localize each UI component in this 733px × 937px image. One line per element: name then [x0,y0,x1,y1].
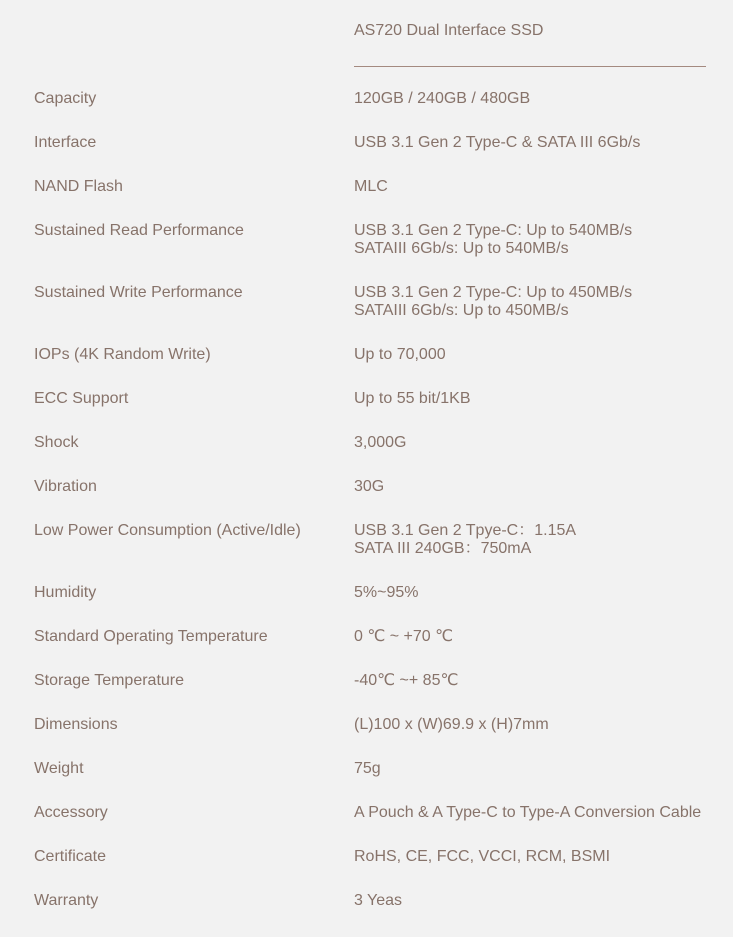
spec-value [354,848,724,866]
spec-label: Sustained Read Performance [34,222,244,239]
spec-label: ECC Support [34,390,129,407]
spec-value-line: USB 3.1 Gen 2 Type-C: Up to 450MB/s [354,284,633,301]
spec-label: Interface [34,134,97,151]
spec-value-line: 120GB / 240GB / 480GB [354,90,531,107]
spec-value [354,892,724,910]
spec-label: Standard Operating Temperature [34,628,268,645]
spec-label: Warranty [34,892,99,909]
spec-label: Sustained Write Performance [34,284,243,301]
spec-value-line: -40℃ ~+ 85℃ [354,672,459,689]
spec-label: Storage Temperature [34,672,185,689]
spec-label: Dimensions [34,716,118,733]
spec-label: Vibration [34,478,97,495]
spec-value-line: Up to 55 bit/1KB [354,390,471,407]
spec-label: Accessory [34,804,108,821]
spec-label: Low Power Consumption (Active/Idle) [34,522,301,539]
spec-value [354,628,724,646]
spec-value-line: 3,000G [354,434,407,451]
spec-value-line: 0 ℃ ~ +70 ℃ [354,628,454,645]
spec-value [354,346,724,364]
spec-value [354,760,724,778]
spec-value-line: A Pouch & A Type-C to Type-A Conversion Cable [354,804,702,821]
spec-value [354,522,724,558]
spec-label: Humidity [34,584,97,601]
spec-value-line: USB 3.1 Gen 2 Type-C & SATA III 6Gb/s [354,134,641,151]
spec-value-line: 3 Yeas [354,892,403,909]
spec-value [354,134,724,152]
spec-header [354,21,706,41]
spec-label: NAND Flash [34,178,123,195]
spec-value [354,584,724,602]
spec-value [354,284,724,320]
spec-label: Certificate [34,848,107,865]
spec-value-line: Up to 70,000 [354,346,446,363]
spec-label: IOPs (4K Random Write) [34,346,211,363]
spec-value-line: USB 3.1 Gen 2 Type-C: Up to 540MB/s [354,222,633,239]
spec-value [354,178,724,196]
spec-value-line: (L)100 x (W)69.9 x (H)7mm [354,716,549,733]
spec-value [354,478,724,496]
spec-value-line: RoHS, CE, FCC, VCCI, RCM, BSMI [354,848,611,865]
spec-value [354,390,724,408]
spec-value [354,434,724,452]
spec-value-line: USB 3.1 Gen 2 Tpye-C：1.15A [354,522,577,539]
spec-value [354,90,724,108]
spec-value-line: SATAIII 6Gb/s: Up to 450MB/s [354,302,569,319]
spec-value-line: 30G [354,478,385,495]
spec-value [354,804,724,822]
spec-value [354,716,724,734]
spec-label: Shock [34,434,79,451]
spec-value [354,672,724,690]
spec-value-line: SATA III 240GB：750mA [354,540,532,557]
spec-value-line: SATAIII 6Gb/s: Up to 540MB/s [354,240,569,257]
spec-value-line: 75g [354,760,381,777]
spec-value-line: 5%~95% [354,584,419,601]
spec-label: Capacity [34,90,97,107]
spec-value-line: MLC [354,178,388,195]
spec-label: Weight [34,760,84,777]
header-divider [354,66,706,67]
product-name: AS720 Dual Interface SSD [354,22,544,39]
spec-value [354,222,724,258]
